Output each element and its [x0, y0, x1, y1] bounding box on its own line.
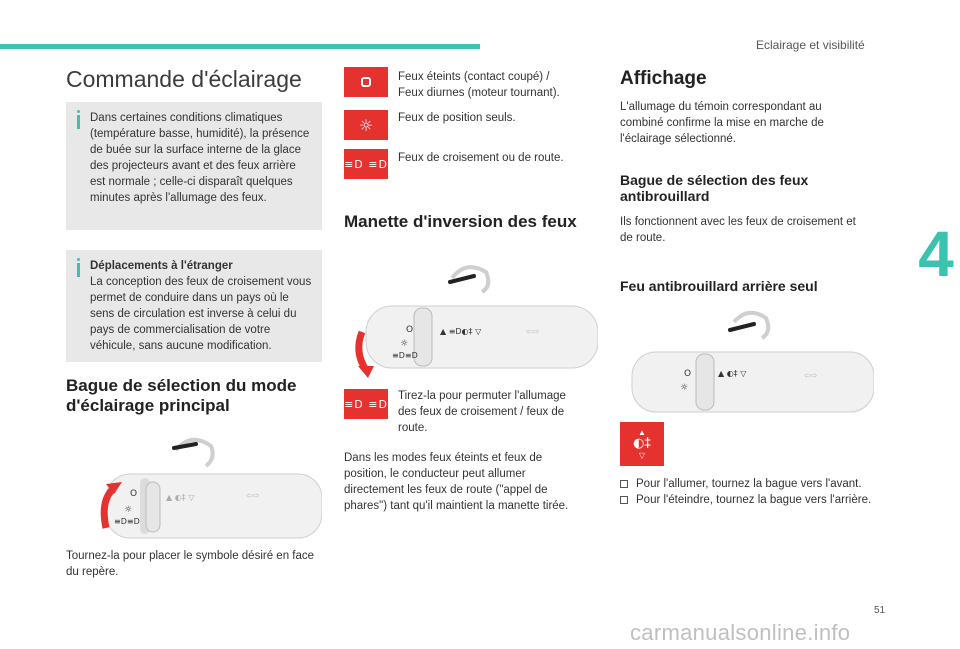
watermark: carmanualsonline.info [630, 620, 851, 645]
svg-text:≡D≡D: ≡D≡D [114, 517, 140, 526]
svg-text:O: O [684, 369, 692, 379]
bullet-list [620, 476, 876, 508]
main-ring-illustration [66, 436, 322, 546]
steering-wheel-icon [730, 313, 768, 338]
lights-off-icon [344, 67, 388, 97]
rear-fog-icon: ▲ ◐‡ ▽ [620, 422, 664, 466]
page-number: 51 [874, 605, 886, 616]
headlights-icon: ≡D ≡D [344, 389, 388, 419]
steering-wheel-icon [450, 267, 488, 292]
list-item [620, 492, 876, 508]
chapter-tab [912, 218, 960, 290]
svg-text:☼: ☼ [400, 339, 409, 349]
top-accent-bar [0, 44, 480, 49]
heading-main-ring: Bague de sélection du mode d'éclairage principal [66, 376, 297, 415]
bullet-text: Pour l'allumer, tournez la bague vers l'avant. [636, 478, 862, 490]
list-item [620, 476, 876, 492]
sidelights-text: Feux de position seuls. [398, 112, 516, 124]
headlights-icon: ≡D ≡D [344, 149, 388, 179]
page-title: Commande d'éclairage [66, 66, 302, 92]
svg-text:O: O [406, 325, 414, 335]
svg-text:▲ ≡D◐‡ ▽: ▲ ≡D◐‡ ▽ [440, 327, 482, 336]
svg-text:⇦⇨: ⇦⇨ [246, 491, 260, 500]
svg-text:⇦⇨: ⇦⇨ [804, 371, 818, 380]
display-text: L'allumage du témoin correspondant au combiné confirme la mise en marche de l'éclairage sélectionné. [620, 101, 824, 145]
heading-fog-ring: Bague de sélection des feux antibrouillard [620, 172, 809, 204]
stalk-illustration [340, 262, 598, 378]
rear-fog-illustration [618, 310, 874, 420]
info-icon [73, 110, 85, 130]
heading-rear-fog: Feu antibrouillard arrière seul [620, 278, 818, 294]
info-text: Dans certaines conditions climatiques (température basse, humidité), la présence de buée sur la surface interne de la glace des projecteurs avant et des feux arrière est normale ; celle-ci disparaît quelques minutes après l'allumage des feux. [90, 112, 310, 204]
stalk-pull-text: Tirez-la pour permuter l'allumage des feux de croisement / feux de route. [398, 390, 566, 434]
section-title: Eclairage et visibilité [756, 38, 865, 52]
info-box-condensation [66, 102, 322, 230]
sidelights-icon: ☼ [344, 110, 388, 140]
heading-stalk: Manette d'inversion des feux [344, 212, 577, 231]
info-icon [73, 258, 85, 278]
svg-text:▲ ◐‡ ▽: ▲ ◐‡ ▽ [166, 493, 195, 502]
lights-off-text: Feux éteints (contact coupé) / Feux diurnes (moteur tournant). [398, 71, 560, 99]
bullet-square-icon [620, 496, 628, 504]
bullet-square-icon [620, 480, 628, 488]
fog-text: Ils fonctionnent avec les feux de croisement et de route. [620, 216, 856, 244]
svg-text:≡D≡D: ≡D≡D [392, 351, 418, 360]
chapter-number: 4 [918, 218, 954, 290]
svg-text:☼: ☼ [680, 383, 689, 393]
svg-text:⇦⇨: ⇦⇨ [526, 327, 540, 336]
info-text: La conception des feux de croisement vous permet de conduire dans un pays où le sens de circulation est inverse à celui du pays de commercialisation de votre véhicule, sans aucune modification. [90, 276, 312, 352]
info-heading: Déplacements à l'étranger [90, 260, 233, 272]
svg-text:O: O [130, 489, 138, 499]
main-ring-caption: Tournez-la pour placer le symbole désiré en face du repère. [66, 550, 315, 578]
bullet-text: Pour l'éteindre, tournez la bague vers l'arrière. [636, 494, 872, 506]
headlights-text: Feux de croisement ou de route. [398, 152, 564, 164]
heading-display: Affichage [620, 68, 707, 89]
flash-paragraph: Dans les modes feux éteints et feux de position, le conducteur peut allumer directement les feux de route ("appel de phares") tant qu'il maintient la manette tirée. [344, 452, 569, 512]
info-box-abroad [66, 250, 322, 362]
steering-wheel-icon [174, 440, 213, 466]
svg-text:☼: ☼ [124, 505, 133, 515]
svg-text:▲ ◐‡ ▽: ▲ ◐‡ ▽ [718, 369, 747, 378]
